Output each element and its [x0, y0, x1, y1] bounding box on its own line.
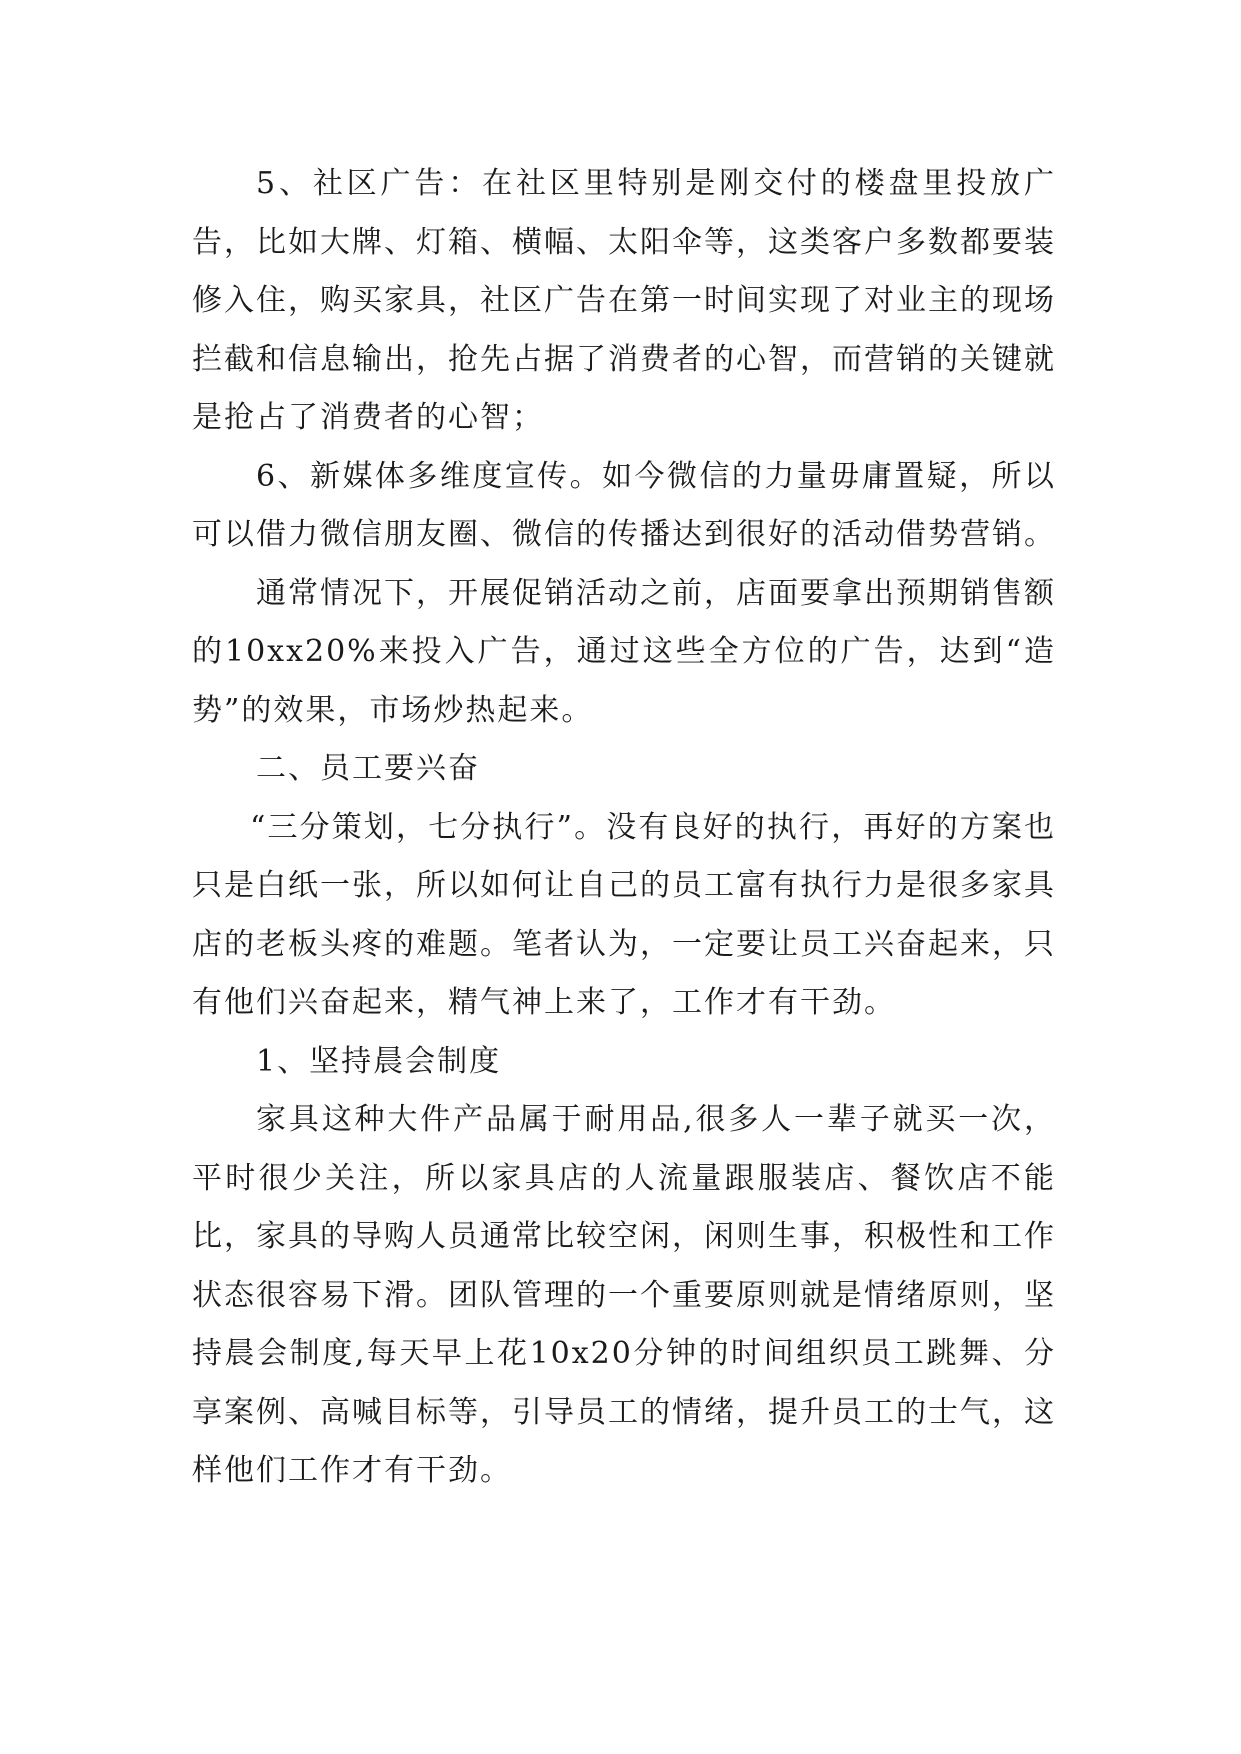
section-heading-staff-excited: 二、员工要兴奋: [256, 751, 480, 786]
paragraph-new-media: 6、新媒体多维度宣传。如今微信的力量毋庸置疑，所以可以借力微信朋友圈、微信的传播达到很好的活动借势营销。: [192, 458, 1056, 552]
paragraph-ad-budget: 通常情况下，开展促销活动之前，店面要拿出预期销售额的10xx20%来投入广告，通过这些全方位的广告，达到“造势”的效果，市场炒热起来。: [192, 575, 1056, 728]
paragraph-community-ads: 5、社区广告：在社区里特别是刚交付的楼盘里投放广告，比如大牌、灯箱、横幅、太阳伞等，这类客户多数都要装修入住，购买家具，社区广告在第一时间实现了对业主的现场拦截和信息输出，抢先占据了消费者的心智，而营销的关键就是抢占了消费者的心智；: [192, 166, 1056, 435]
subheading-morning-meeting: 1、坚持晨会制度: [256, 1043, 502, 1079]
document-body: [192, 155, 1056, 1501]
paragraph-execution: “三分策划，七分执行”。没有良好的执行，再好的方案也只是白纸一张，所以如何让自己的员工富有执行力是很多家具店的老板头疼的难题。笔者认为，一定要让员工兴奋起来，只有他们兴奋起来，精气神上来了，工作才有干劲。: [192, 809, 1056, 1020]
paragraph-morning-meeting: 家具这种大件产品属于耐用品,很多人一辈子就买一次，平时很少关注，所以家具店的人流量跟服装店、餐饮店不能比，家具的导购人员通常比较空闲，闲则生事，积极性和工作状态很容易下滑。团队管理的一个重要原则就是情绪原则，坚持晨会制度,每天早上花10x20分钟的时间组织员工跳舞、分享案例、高喊目标等，引导员工的情绪，提升员工的士气，这样他们工作才有干劲。: [192, 1102, 1056, 1488]
